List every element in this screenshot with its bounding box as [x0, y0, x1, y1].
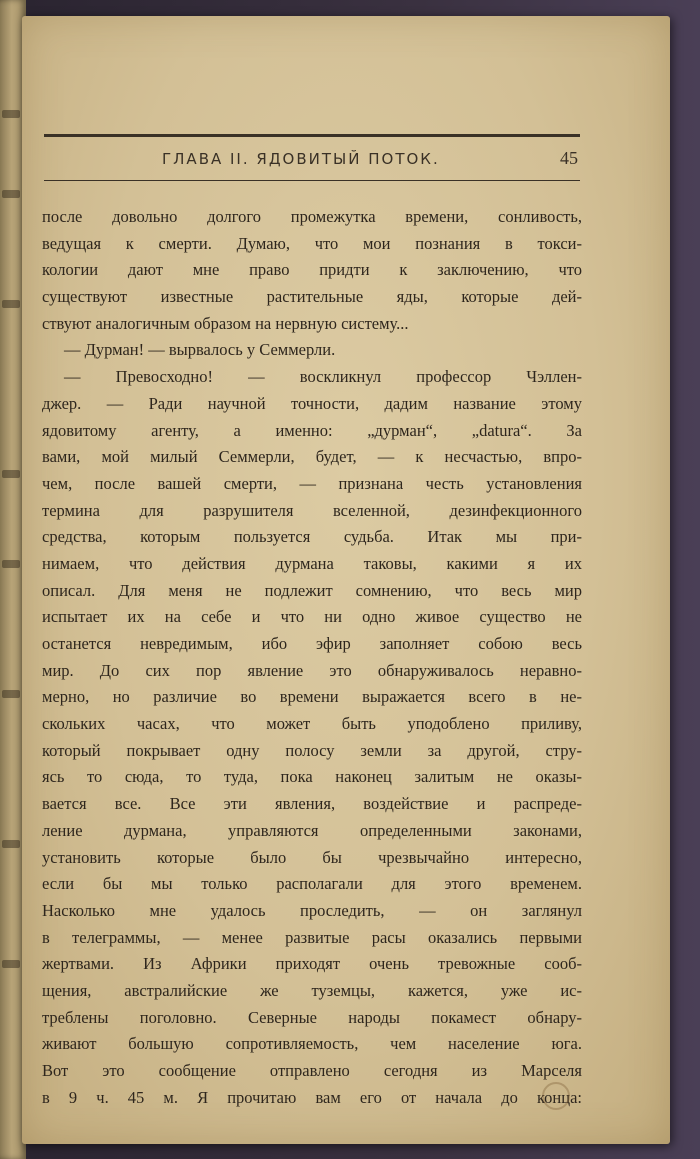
text-line: после довольно долгого промежутка времени, сонливость, — [42, 207, 582, 226]
header-rule-bottom — [44, 180, 580, 181]
text-line: останется невредимым, ибо эфир заполняет собою весь — [42, 634, 582, 653]
text-line: щения, австралийские же туземцы, кажется, уже ис- — [42, 980, 582, 1000]
text-line: кологии дают мне право придти к заключению, что — [42, 260, 582, 280]
page-header — [44, 146, 580, 174]
text-fragment — [2, 960, 20, 968]
text-fragment — [2, 470, 20, 478]
page-number: 45 — [560, 148, 578, 168]
text-fragment — [2, 840, 20, 848]
header-rule-top — [44, 134, 580, 137]
text-line: ление дурмана, управляются определенными законами, — [42, 820, 582, 840]
text-line: в телеграммы, — менее развитые расы оказались первыми — [42, 927, 582, 947]
text-line: ствуют аналогичным образом на нервную систему... — [42, 313, 409, 333]
body-text — [42, 204, 582, 1111]
text-line: ядовитому агенту, а именно: „дурман“, „datura“. За — [42, 420, 582, 440]
text-line: в 9 ч. 45 м. Я прочитаю вам его от начала до конца: — [42, 1087, 582, 1107]
text-line: ясь то сюда, то туда, пока наконец залитым не оказы- — [42, 767, 582, 787]
running-head: ГЛАВА II. ЯДОВИТЫЙ ПОТОК. — [162, 150, 440, 168]
text-line: джер. — Ради научной точности, дадим название этому — [42, 393, 582, 413]
text-line: испытает их на себе и что ни одно живое существо не — [42, 607, 582, 627]
text-line: скольких часах, что может быть уподоблено приливу, — [42, 714, 582, 734]
text-fragment — [2, 690, 20, 698]
text-fragment — [2, 300, 20, 308]
text-line: — Дурман! — вырвалось у Семмерли. — [64, 340, 336, 360]
text-line: установить которые было бы чрезвычайно интересно, — [42, 847, 582, 867]
book-page — [22, 16, 670, 1144]
text-line: ведущая к смерти. Думаю, что мои познания в токси- — [42, 233, 582, 253]
text-line: средства, которым пользуется судьба. Итак мы при- — [42, 527, 582, 547]
page-stain — [542, 1082, 570, 1110]
text-line: Вот это сообщение отправлено сегодня из Марселя — [42, 1061, 582, 1080]
text-line: если бы мы только располагали для этого временем. — [42, 874, 582, 894]
text-fragment — [2, 560, 20, 568]
text-line: существуют известные растительные яды, которые дей- — [42, 287, 582, 307]
text-line: мир. До сих пор явление это обнаруживалось неравно- — [42, 660, 582, 680]
text-line: жертвами. Из Африки приходят очень тревожные сооб- — [42, 954, 582, 974]
text-line: мерно, но различие во времени выражается всего в не- — [42, 687, 582, 707]
text-line: описал. Для меня не подлежит сомнению, что весь мир — [42, 580, 582, 600]
text-line: — Превосходно! — воскликнул профессор Чэллен- — [64, 367, 582, 387]
text-line: живают большую сопротивляемость, чем население юга. — [42, 1034, 582, 1054]
text-line: треблены поголовно. Северные народы покамест обнару- — [42, 1007, 582, 1027]
text-fragment — [2, 190, 20, 198]
text-line: вами, мой милый Семмерли, будет, — к несчастью, впро- — [42, 447, 582, 467]
text-line: который покрывает одну полосу земли за другой, стру- — [42, 740, 582, 760]
text-line: нимаем, что действия дурмана таковы, какими я их — [42, 553, 582, 573]
text-fragment — [2, 110, 20, 118]
text-line: чем, после вашей смерти, — признана честь установления — [42, 473, 582, 493]
text-line: вается все. Все эти явления, воздействие и распреде- — [42, 794, 582, 814]
text-line: Насколько мне удалось проследить, — он заглянул — [42, 900, 582, 920]
text-line: термина для разрушителя вселенной, дезинфекционного — [42, 500, 582, 520]
